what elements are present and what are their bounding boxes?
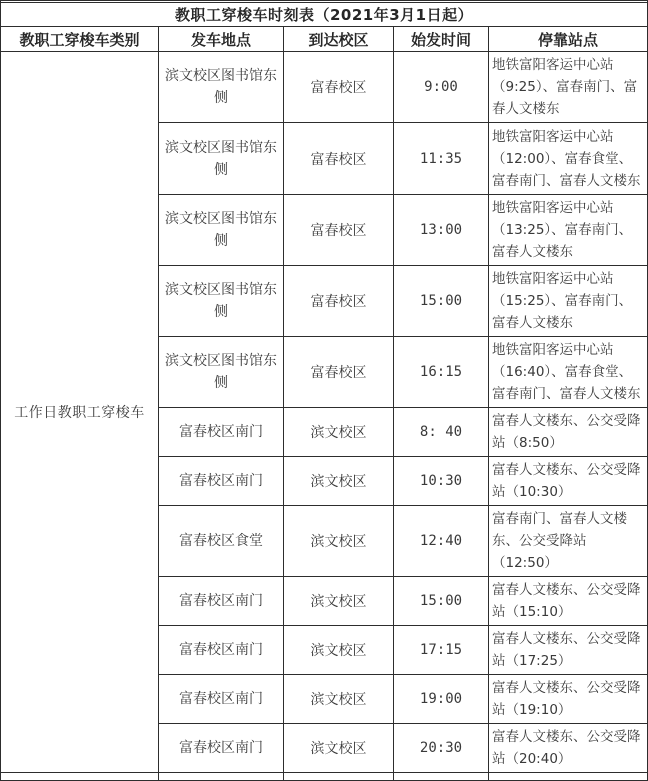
stops: 地铁富阳客运中心站（9:25）、富春南门、富春人文楼东 (489, 52, 648, 123)
bottom-partial-cell (1, 773, 159, 781)
departure-time: 20:30 (394, 724, 489, 773)
stops: 富春南门、富春人文楼东、公交受降站（12:50） (489, 506, 648, 577)
bottom-partial-row (1, 773, 648, 781)
arrival-campus: 滨文校区 (284, 724, 394, 773)
arrival-campus: 滨文校区 (284, 675, 394, 724)
header-arrival-campus: 到达校区 (284, 27, 394, 52)
arrival-campus: 富春校区 (284, 52, 394, 123)
stops: 地铁富阳客运中心站（16:40）、富春食堂、富春南门、富春人文楼东 (489, 337, 648, 408)
departure-point: 滨文校区图书馆东侧 (159, 195, 284, 266)
arrival-campus: 富春校区 (284, 337, 394, 408)
departure-time: 8: 40 (394, 408, 489, 457)
departure-time: 15:00 (394, 577, 489, 626)
departure-time: 13:00 (394, 195, 489, 266)
stops: 富春人文楼东、公交受降站（19:10） (489, 675, 648, 724)
table-title: 教职工穿梭车时刻表（2021年3月1日起） (1, 3, 648, 27)
table-row (1, 52, 648, 123)
bottom-partial-cell (284, 773, 394, 781)
stops: 富春人文楼东、公交受降站（8:50） (489, 408, 648, 457)
departure-point: 富春校区南门 (159, 457, 284, 506)
departure-time: 10:30 (394, 457, 489, 506)
header-departure-point: 发车地点 (159, 27, 284, 52)
departure-point: 富春校区南门 (159, 675, 284, 724)
arrival-campus: 滨文校区 (284, 408, 394, 457)
departure-point: 滨文校区图书馆东侧 (159, 337, 284, 408)
bottom-partial-cell (159, 773, 284, 781)
departure-time: 19:00 (394, 675, 489, 724)
departure-point: 滨文校区图书馆东侧 (159, 52, 284, 123)
departure-point: 滨文校区图书馆东侧 (159, 266, 284, 337)
header-category: 教职工穿梭车类别 (1, 27, 159, 52)
departure-time: 11:35 (394, 123, 489, 195)
header-stops: 停靠站点 (489, 27, 648, 52)
stops: 富春人文楼东、公交受降站（10:30） (489, 457, 648, 506)
category-cell: 工作日教职工穿梭车 (1, 52, 159, 773)
bottom-partial-cell (394, 773, 489, 781)
departure-time: 15:00 (394, 266, 489, 337)
arrival-campus: 富春校区 (284, 195, 394, 266)
arrival-campus: 滨文校区 (284, 577, 394, 626)
arrival-campus: 滨文校区 (284, 626, 394, 675)
departure-time: 12:40 (394, 506, 489, 577)
departure-point: 富春校区南门 (159, 626, 284, 675)
header-departure-time: 始发时间 (394, 27, 489, 52)
departure-time: 16:15 (394, 337, 489, 408)
stops: 地铁富阳客运中心站（12:00）、富春食堂、富春南门、富春人文楼东 (489, 123, 648, 195)
bottom-partial-cell (489, 773, 648, 781)
header-row (1, 27, 648, 52)
arrival-campus: 富春校区 (284, 266, 394, 337)
departure-point: 滨文校区图书馆东侧 (159, 123, 284, 195)
stops: 地铁富阳客运中心站（15:25）、富春南门、富春人文楼东 (489, 266, 648, 337)
departure-point: 富春校区南门 (159, 577, 284, 626)
arrival-campus: 滨文校区 (284, 457, 394, 506)
stops: 富春人文楼东、公交受降站（20:40） (489, 724, 648, 773)
departure-time: 17:15 (394, 626, 489, 675)
stops: 地铁富阳客运中心站（13:25）、富春南门、富春人文楼东 (489, 195, 648, 266)
departure-point: 富春校区南门 (159, 724, 284, 773)
stops: 富春人文楼东、公交受降站（17:25） (489, 626, 648, 675)
departure-time: 9:00 (394, 52, 489, 123)
title-row (1, 3, 648, 27)
arrival-campus: 滨文校区 (284, 506, 394, 577)
stops: 富春人文楼东、公交受降站（15:10） (489, 577, 648, 626)
departure-point: 富春校区南门 (159, 408, 284, 457)
arrival-campus: 富春校区 (284, 123, 394, 195)
departure-point: 富春校区食堂 (159, 506, 284, 577)
